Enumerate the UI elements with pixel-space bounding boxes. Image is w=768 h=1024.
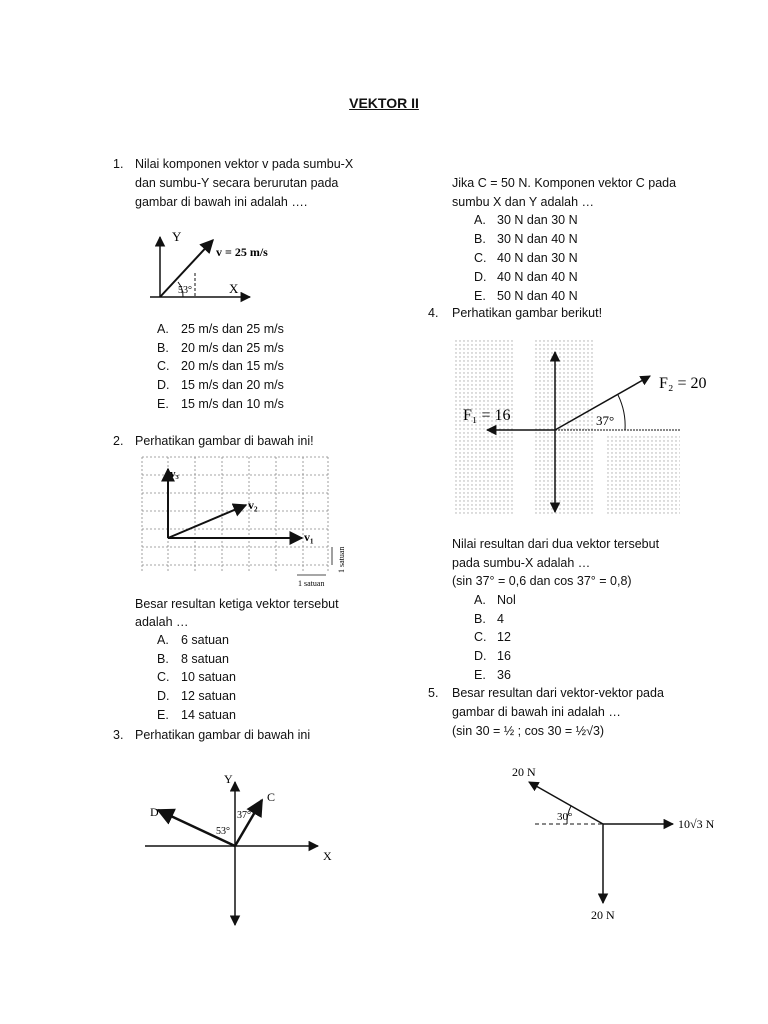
q1-text-line: dan sumbu-Y secara berurutan pada <box>135 176 339 190</box>
q2-v2-label: v₂ <box>248 498 258 512</box>
q3-c-label: C <box>267 790 276 804</box>
q4-option-letter: A. <box>474 593 486 607</box>
q4-option-letter: E. <box>474 668 486 682</box>
q2-unit-vertical: 1 satuan <box>337 546 346 573</box>
q3-option-letter: C. <box>474 251 487 265</box>
q3-x-label: X <box>323 849 332 863</box>
q3-option-letter: B. <box>474 232 486 246</box>
q1-option-letter: E. <box>157 397 169 411</box>
q2-option-text: 8 satuan <box>181 652 229 666</box>
q5-text-line: gambar di bawah ini adalah … <box>452 705 621 719</box>
q5-figure <box>505 760 730 925</box>
q4-number: 4. <box>428 306 439 320</box>
q4-f2-label: F₂ = 20 <box>659 375 707 392</box>
q4-option-text: Nol <box>497 593 516 607</box>
q5-top-force-label: 20 N <box>512 765 536 779</box>
q5-right-force-label: 10√3 N <box>678 817 715 831</box>
q1-y-label: Y <box>172 229 182 244</box>
q3-option-letter: E. <box>474 289 486 303</box>
q2-option-letter: E. <box>157 708 169 722</box>
q3-option-text: 30 N dan 40 N <box>497 232 578 246</box>
q2-option-text: 14 satuan <box>181 708 236 722</box>
q4-text-line: Nilai resultan dari dua vektor tersebut <box>452 537 660 551</box>
q2-option-letter: C. <box>157 670 170 684</box>
q3-option-text: 30 N dan 30 N <box>497 213 578 227</box>
q3-angle-37: 37° <box>237 810 251 821</box>
q2-v3-label: v₃ <box>170 468 179 480</box>
q5-text-line: Besar resultan dari vektor-vektor pada <box>452 686 664 700</box>
q4-option-letter: B. <box>474 612 486 626</box>
q4-text-line: Perhatikan gambar berikut! <box>452 306 603 320</box>
q5-text-line: (sin 30 = ½ ; cos 30 = ½√3) <box>452 724 605 738</box>
q1-vector-label: v = 25 m/s <box>216 245 268 259</box>
q2-text-line: Besar resultan ketiga vektor tersebut <box>135 597 339 611</box>
q3-text-line: Perhatikan gambar di bawah ini <box>135 728 311 742</box>
q2-number: 2. <box>113 434 124 448</box>
q3-figure <box>140 770 350 930</box>
q3-option-letter: A. <box>474 213 486 227</box>
q4-figure <box>455 340 715 520</box>
q4-option-text: 36 <box>497 668 511 682</box>
q1-number: 1. <box>113 157 124 171</box>
q3-option-text: 40 N dan 30 N <box>497 251 578 265</box>
page-title: VEKTOR II <box>349 95 419 111</box>
q1-option-letter: C. <box>157 359 170 373</box>
q5-bottom-force-label: 20 N <box>591 908 615 922</box>
q3-d-label: D <box>150 805 159 819</box>
q4-option-letter: C. <box>474 630 487 644</box>
q2-option-text: 6 satuan <box>181 633 229 647</box>
q3-angle-53: 53° <box>216 826 230 837</box>
q4-text-line: pada sumbu-X adalah … <box>452 556 591 570</box>
q2-text-line: Perhatikan gambar di bawah ini! <box>135 434 314 448</box>
q3-text-line: sumbu X dan Y adalah … <box>452 195 594 209</box>
q3-number: 3. <box>113 728 124 742</box>
q1-option-text: 15 m/s dan 20 m/s <box>181 378 284 392</box>
q3-option-text: 50 N dan 40 N <box>497 289 578 303</box>
q3-option-text: 40 N dan 40 N <box>497 270 578 284</box>
q1-figure <box>135 225 295 315</box>
q2-unit-horizontal: 1 satuan <box>298 579 325 588</box>
q4-angle-label: 37° <box>596 413 615 428</box>
q1-option-letter: A. <box>157 322 169 336</box>
q4-text-line: (sin 37° = 0,6 dan cos 37° = 0,8) <box>452 574 632 588</box>
q1-x-label: X <box>229 281 239 296</box>
q3-y-label: Y <box>224 772 233 786</box>
q1-angle-label: 53° <box>178 285 192 296</box>
q2-option-text: 10 satuan <box>181 670 236 684</box>
q2-v1-label: v₁ <box>304 530 314 544</box>
q2-option-letter: A. <box>157 633 169 647</box>
q1-option-letter: D. <box>157 378 170 392</box>
q1-option-text: 20 m/s dan 25 m/s <box>181 341 284 355</box>
q1-option-text: 25 m/s dan 25 m/s <box>181 322 284 336</box>
q4-f1-label: F₁ = 16 <box>463 407 511 424</box>
q4-option-text: 4 <box>497 612 504 626</box>
q2-option-letter: B. <box>157 652 169 666</box>
q5-angle-label: 30° <box>557 811 573 823</box>
q5-number: 5. <box>428 686 439 700</box>
q2-option-letter: D. <box>157 689 170 703</box>
q1-option-letter: B. <box>157 341 169 355</box>
q3-text-line: Jika C = 50 N. Komponen vektor C pada <box>452 176 677 190</box>
q4-option-letter: D. <box>474 649 487 663</box>
q4-option-text: 12 <box>497 630 511 644</box>
q1-text-line: Nilai komponen vektor v pada sumbu-X <box>135 157 354 171</box>
q1-option-text: 15 m/s dan 10 m/s <box>181 397 284 411</box>
q4-option-text: 16 <box>497 649 511 663</box>
q1-text-line: gambar di bawah ini adalah …. <box>135 195 308 209</box>
q2-figure <box>140 455 350 595</box>
q2-text-line: adalah … <box>135 615 189 629</box>
q1-option-text: 20 m/s dan 15 m/s <box>181 359 284 373</box>
q2-option-text: 12 satuan <box>181 689 236 703</box>
q3-option-letter: D. <box>474 270 487 284</box>
